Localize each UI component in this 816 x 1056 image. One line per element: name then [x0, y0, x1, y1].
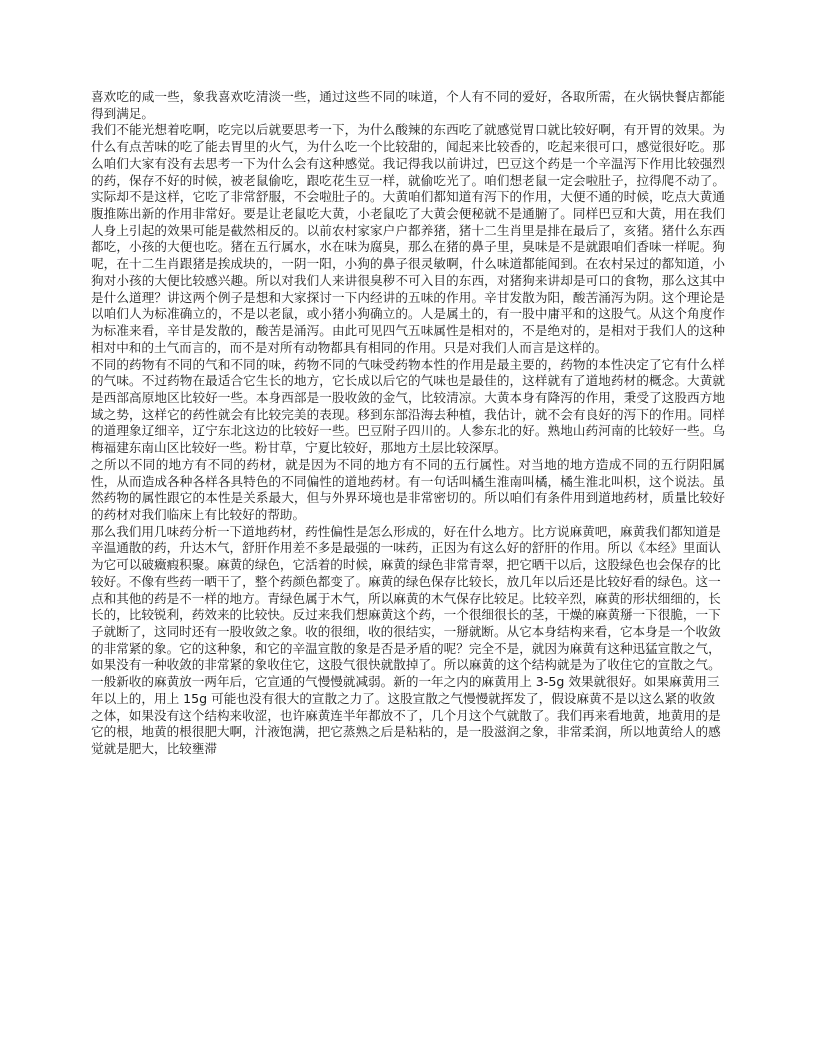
paragraph: 那么我们用几味药分析一下道地药材，药性偏性是怎么形成的，好在什么地方。比方说麻黄吧，麻黄我们都知道是辛温通散的药，升达木气，舒肝作用差不多是最强的一味药，正因为有这么好的舒肝的作用。所以《本经》里面认为它可以破癥瘕积聚。麻黄的绿色，它活着的时候，麻黄的绿色非常青翠，把它晒干以后，这股绿色也会保存的比较好。不像有些药一晒干了，整个药颜色都变了。麻黄的绿色保存比较长，放几年以后还是比较好看的绿色。这一点和其他的药是不一样的地方。青绿色属于木气，所以麻黄的木气保存比较足。比较辛烈，麻黄的形状细细的，长长的，比较锐利，药效来的比较快。反过来我们想麻黄这个药，一个很细很长的茎，干燥的麻黄掰一下很脆，一下子就断了，这同时还有一股收敛之象。收的很细，收的很结实，一掰就断。从它本身结构来看，它本身是一个收敛的非常紧的象。它的这种象，和它的辛温宣散的象是否是矛盾的呢？完全不是，就因为麻黄有这种迅猛宣散之气，如果没有一种收敛的非常紧的象收住它，这股气很快就散掉了。所以麻黄的这个结构就是为了收住它的宣散之气。一般新收的麻黄放一两年后，它宣通的气慢慢就减弱。新的一年之内的麻黄用上 3-5g 效果就很好。如果麻黄用三年以上的，用上 15g 可能也没有很大的宣散之力了。这股宣散之气慢慢就挥发了，假设麻黄不是以这么紧的收敛之体，如果没有这个结构来收涩，也许麻黄连半年都放不了，几个月这个气就散了。我们再来看地黄，地黄用的是它的根，地黄的根很肥大啊，汁液饱满，把它蒸熟之后是粘粘的，是一股滋润之象，非常柔润，所以地黄给人的感觉就是肥大，比较壅滞 [91, 523, 721, 757]
paragraph: 不同的药物有不同的气和不同的味，药物不同的气味受药物本性的作用是最主要的，药物的本性决定了它有什么样的气味。不过药物在最适合它生长的地方，它长成以后它的气味也是最佳的，这样就有了道地药材的概念。大黄就是西部高原地区比较好一些。本身西部是一股收敛的金气，比较清凉。大黄本身有降泻的作用，秉受了这股西方地域之势，这样它的药性就会有比较完美的表现。移到东部沿海去种植，我估计，就不会有良好的泻下的作用。同样的道理象辽细辛，辽宁东北这边的比较好一些。巴豆附子四川的。人参东北的好。熟地山药河南的比较好一些。乌梅福建东南山区比较好一些。粉甘草，宁夏比较好，那地方土层比较深厚。 [91, 356, 725, 456]
paragraph: 我们不能光想着吃啊，吃完以后就要思考一下，为什么酸辣的东西吃了就感觉胃口就比较好啊，有开胃的效果。为什么有点苦味的吃了能去胃里的火气，为什么吃一个比较甜的，闻起来比较香的，吃起来很可口，感觉很好吃。那么咱们大家有没有去思考一下为什么会有这种感觉。我记得我以前讲过，巴豆这个药是一个辛温泻下作用比较强烈的药，保存不好的时候，被老鼠偷吃，跟吃花生豆一样，就偷吃光了。咱们想老鼠一定会啦肚子，拉得爬不动了。实际却不是这样，它吃了非常舒服，不会啦肚子的。大黄咱们都知道有泻下的作用，大便不通的时候，吃点大黄通腹推陈出新的作用非常好。要是让老鼠吃大黄，小老鼠吃了大黄会便秘就不是通腑了。同样巴豆和大黄，用在我们人身上引起的效果可能是截然相反的。以前农村家家户户都养猪，猪十二生肖里是排在最后了，亥猪。猪什么东西都吃，小孩的大便也吃。猪在五行属水，水在味为腐臭，那么在猪的鼻子里，臭味是不是就跟咱们香味一样呢。狗呢，在十二生肖跟猪是挨成块的，一阴一阳，小狗的鼻子很灵敏啊，什么味道都能闻到。在农村呆过的都知道，小狗对小孩的大便比较感兴趣。所以对我们人来讲很臭秽不可入目的东西，对猪狗来讲却是可口的食物，那么这其中是什么道理？讲这两个例子是想和大家探讨一下内经讲的五味的作用。辛甘发散为阳，酸苦涌泻为阴。这个理论是以咱们人为标准确立的，不是以老鼠，或小猪小狗确立的。人是属土的，有一股中庸平和的这股气。从这个角度作为标准来看，辛甘是发散的，酸苦是涌泻。由此可见四气五味属性是相对的，不是绝对的，是相对于我们人的这种相对中和的土气而言的，而不是对所有动物都具有相同的作用。只是对我们人而言是这样的。 [91, 122, 725, 355]
paragraph: 之所以不同的地方有不同的药材，就是因为不同的地方有不同的五行属性。对当地的地方造成不同的五行阴阳属性，从而造成各种各样各具特色的不同偏性的道地药材。有一句话叫橘生淮南叫橘，橘生淮北叫枳，这个说法。虽然药物的属性跟它的本性是关系最大，但与外界环境也是非常密切的。所以咱们有条件用到道地药材，质量比较好的药材对我们临床上有比较好的帮助。 [91, 456, 725, 522]
paragraph: 喜欢吃的咸一些，象我喜欢吃清淡一些，通过这些不同的味道，个人有不同的爱好，各取所需，在火锅快餐店都能得到满足。 [91, 89, 725, 121]
document-text-body [91, 89, 725, 758]
